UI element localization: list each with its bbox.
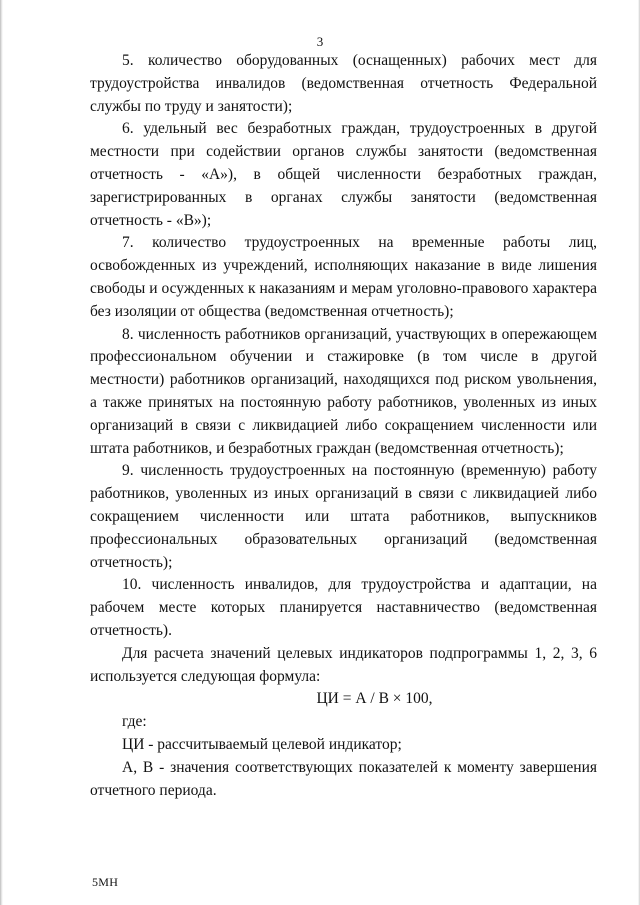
- document-body: [90, 50, 597, 802]
- definition-a-b: А, В - значения соответствующих показателей к моменту завершения отчетного периода.: [90, 758, 597, 799]
- definition-ci: ЦИ - рассчитываемый целевой индикатор;: [122, 735, 402, 753]
- paragraph-item-8: 8. численность работников организаций, участвующих в опережающем профессиональном обучении и стажировке (в том числе в другой местности) работников организаций, находящихся под риском увольнения, а также принятых на постоянную работу работников, уволенных из иных организаций в связи с ликвидацией либо сокращением численности или штата работников, и безработных граждан (ведомственная отчетность);: [90, 325, 597, 457]
- scan-edge-left: [0, 0, 3, 905]
- formula: ЦИ = А / В × 100,: [316, 690, 433, 708]
- paragraph-item-10: 10. численность инвалидов, для трудоустройства и адаптации, на рабочем месте которых планируется наставничество (ведомственная отчетность).: [90, 576, 597, 639]
- paragraph-item-9: 9. численность трудоустроенных на постоянную (временную) работу работников, уволенных из иных организаций в связи с ликвидацией либо сокращением численности или штата работников, выпускников профессиональных образовательных организаций (ведомственная отчетность);: [90, 462, 597, 571]
- paragraph-item-7: 7. количество трудоустроенных на временные работы лиц, освобожденных из учреждений, исполняющих наказание в виде лишения свободы и осужденных к наказаниям и мерам уголовно-правового характера без изоляции от общества (ведомственная отчетность);: [90, 234, 597, 320]
- formula-intro: Для расчета значений целевых индикаторов подпрограммы 1, 2, 3, 6 используется следующая формула:: [90, 644, 597, 685]
- paragraph-item-5: 5. количество оборудованных (оснащенных) рабочих мест для трудоустройства инвалидов (ведомственная отчетность Федеральной службы по труду и занятости);: [90, 52, 597, 115]
- page-number: 3: [316, 34, 324, 49]
- footer-document-code: 5МН: [92, 875, 119, 889]
- definition-where: где:: [122, 713, 147, 731]
- paragraph-item-6: 6. удельный вес безработных граждан, трудоустроенных в другой местности при содействии органов службы занятости (ведомственная отчетность - «А»), в общей численности безработных граждан, зарегистрированных в органах службы занятости (ведомственная отчетность - «В»);: [90, 120, 597, 229]
